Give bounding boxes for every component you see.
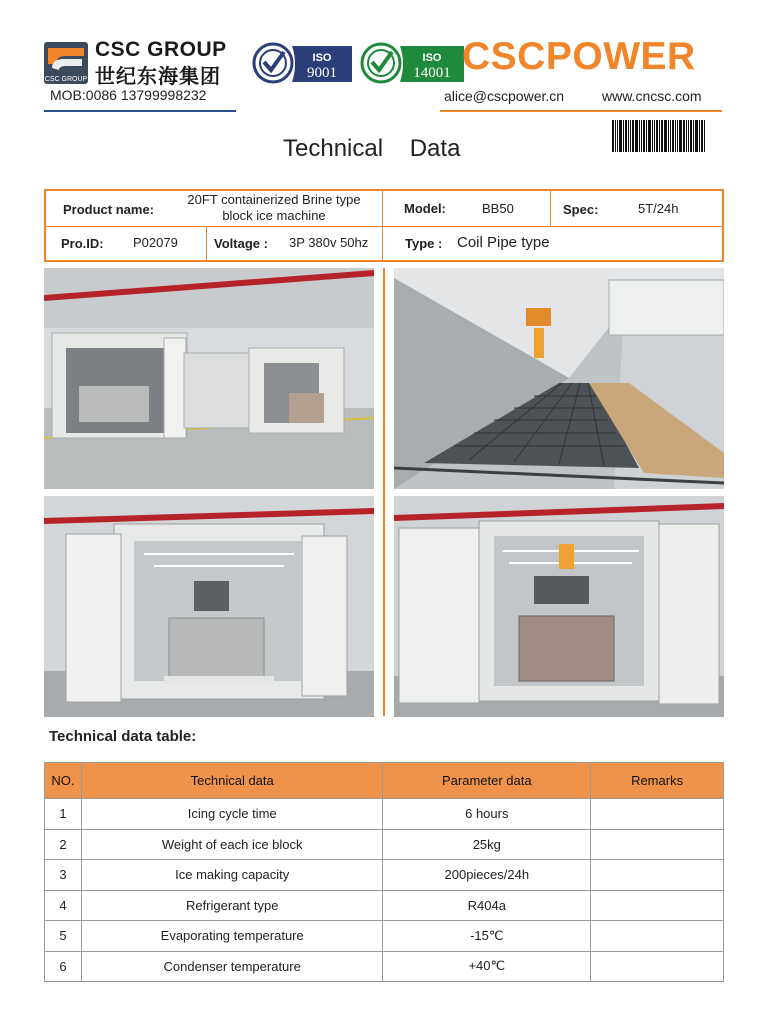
brand-logo: CSCPOWER — [462, 35, 696, 78]
info-divider — [206, 226, 207, 262]
info-divider — [550, 191, 551, 226]
model-value: BB50 — [482, 201, 514, 216]
table-row — [45, 890, 724, 921]
technical-item: Condenser temperature — [81, 951, 382, 982]
remark — [591, 921, 724, 952]
table-header-row — [45, 763, 724, 799]
parameter-value: R404a — [383, 890, 591, 921]
parameter-value: 25kg — [383, 829, 591, 860]
remark — [591, 829, 724, 860]
remark — [591, 951, 724, 982]
table-row — [45, 799, 724, 830]
row-number: 2 — [45, 829, 82, 860]
parameter-value: -15℃ — [383, 921, 591, 952]
parameter-value: 200pieces/24h — [383, 860, 591, 891]
table-row — [45, 829, 724, 860]
row-number: 5 — [45, 921, 82, 952]
container-front-photo — [44, 496, 374, 717]
email-link[interactable]: alice@cscpower.cn — [444, 88, 565, 104]
iso-label: ISO — [422, 52, 442, 64]
row-number: 3 — [45, 860, 82, 891]
group-name: CSC GROUP — [95, 38, 227, 61]
product-id-value: P02079 — [133, 235, 178, 250]
remark — [591, 860, 724, 891]
table-row — [45, 921, 724, 952]
remark — [591, 799, 724, 830]
technical-item: Weight of each ice block — [81, 829, 382, 860]
logo-caption: CSC GROUP — [44, 76, 88, 83]
table-row — [45, 860, 724, 891]
photo-divider — [383, 268, 385, 716]
product-info-box — [44, 189, 724, 262]
column-header-no: NO. — [45, 763, 82, 799]
column-header-remarks: Remarks — [591, 763, 724, 799]
row-number: 6 — [45, 951, 82, 982]
remark — [591, 890, 724, 921]
info-divider — [382, 226, 383, 262]
technical-item: Evaporating temperature — [81, 921, 382, 952]
parameter-value: 6 hours — [383, 799, 591, 830]
spec-label: Spec: — [563, 202, 599, 217]
type-label: Type : — [405, 236, 443, 251]
type-value: Coil Pipe type — [457, 234, 550, 251]
product-id-label: Pro.ID: — [61, 236, 104, 251]
iso-9001-badge — [252, 42, 352, 84]
iso-label: ISO — [312, 52, 332, 64]
product-name-value: 20FT containerized Brine type block ice machine — [187, 192, 361, 223]
parameter-value: +40℃ — [383, 951, 591, 982]
page-title: Technical Data — [283, 135, 461, 162]
info-divider — [46, 226, 722, 227]
row-number: 4 — [45, 890, 82, 921]
voltage-value: 3P 380v 50hz — [289, 235, 369, 250]
model-label: Model: — [404, 201, 446, 216]
technical-data-table — [44, 762, 724, 982]
column-header-technical-data: Technical data — [81, 763, 382, 799]
mobile-number: MOB:0086 13799998232 — [50, 87, 207, 103]
contact-underline — [440, 110, 722, 112]
column-header-parameter-data: Parameter data — [383, 763, 591, 799]
technical-item: Icing cycle time — [81, 799, 382, 830]
spec-value: 5T/24h — [638, 201, 679, 216]
iso-14001-badge — [360, 42, 460, 84]
csc-logo-icon — [44, 42, 88, 84]
technical-item: Ice making capacity — [81, 860, 382, 891]
mobile-underline — [44, 110, 236, 112]
voltage-label: Voltage : — [214, 236, 268, 251]
info-divider — [382, 191, 383, 226]
row-number: 1 — [45, 799, 82, 830]
barcode-icon — [612, 120, 718, 152]
group-name-chinese: 世纪东海集团 — [95, 66, 221, 88]
ice-mold-grid-photo — [394, 268, 724, 489]
iso-number: 9001 — [307, 65, 337, 81]
technical-item: Refrigerant type — [81, 890, 382, 921]
product-name-label: Product name: — [63, 202, 155, 217]
container-exterior-photo — [44, 268, 374, 489]
website-link[interactable]: www.cncsc.com — [602, 88, 702, 104]
iso-number: 14001 — [413, 65, 451, 81]
container-interior-photo — [394, 496, 724, 717]
table-heading: Technical data table: — [49, 728, 197, 745]
table-row — [45, 951, 724, 982]
